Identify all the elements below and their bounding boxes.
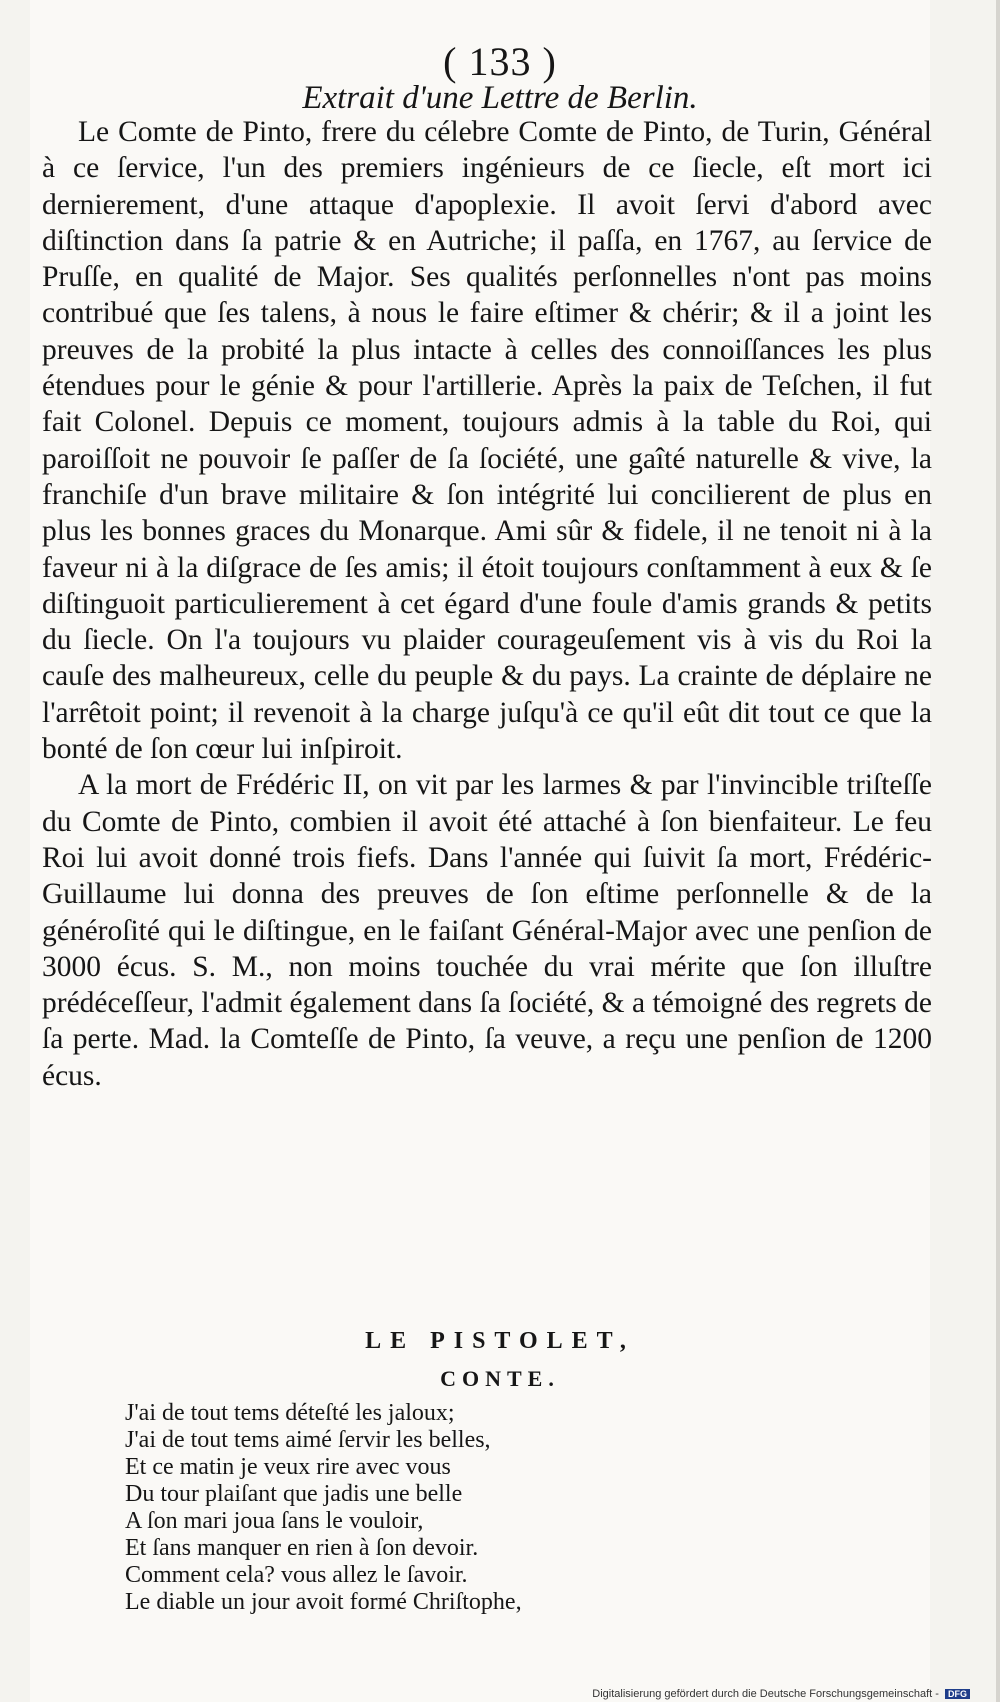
story-subtitle: CONTE. [440,1366,560,1391]
footer-text: Digitalisierung gefördert durch die Deutsche Forschungsgemeinschaft - [592,1688,939,1700]
verse-line: Comment cela? vous allez le ſavoir. [125,1562,468,1588]
verse-line: Et ce matin je veux rire avec vous [125,1454,451,1480]
paragraph-2: A la mort de Frédéric II, on vit par les larmes & par l'invincible triſteſſe du Comte de Pinto, combien il avoit été attaché à ſon bienfaiteur. Le feu Roi lui avoit donné trois fiefs. Dans l'année qui ſuivit ſa mort, Frédéric-Guillaume lui donna des preuves de ſon eſtime perſonnelle & de la généroſité qui le diſtingue, en le faiſant Général-Major avec une penſion de 3000 écus. S. M., non moins touchée du vrai mérite que ſon illuſtre prédéceſſeur, l'admit également dans ſa ſociété, & a témoigné des regrets de ſa perte. Mad. la Comteſſe de Pinto, ſa veuve, a reçu une penſion de 1200 écus. [42,769,932,1092]
verse-line: Du tour plaiſant que jadis une belle [125,1481,463,1507]
verse-line: Et ſans manquer en rien à ſon devoir. [125,1535,479,1561]
page-edge [996,0,1000,1702]
verse-line: A ſon mari joua ſans le vouloir, [125,1508,424,1534]
verse-line: Le diable un jour avoit formé Chriſtophe, [125,1589,522,1615]
letter-heading: Extrait d'une Lettre de Berlin. [302,80,698,116]
digitization-footer [592,1688,970,1700]
dfg-logo-icon: DFG [945,1689,970,1699]
page-number: ( 133 ) [443,39,557,84]
verse-line: J'ai de tout tems aimé ſervir les belles, [125,1427,491,1453]
verse-line: J'ai de tout tems déteſté les jaloux; [125,1400,455,1426]
story-title: LE PISTOLET, [365,1328,635,1354]
paragraph-1: Le Comte de Pinto, frere du célebre Comte de Pinto, de Turin, Général à ce ſervice, l'un des premiers ingénieurs de ce ſiecle, eſt mort ici dernierement, d'une attaque d'apoplexie. Il avoit ſervi d'abord avec diſtinction dans ſa patrie & en Autriche; il paſſa, en 1767, au ſervice de Pruſſe, en qualité de Major. Ses qualités perſonnelles n'ont pas moins contribué que ſes talens, à nous le faire eſtimer & chérir; & il a joint les preuves de la probité la plus intacte à celles des connoiſſances les plus étendues pour le génie & pour l'artillerie. Après la paix de Teſchen, il fut fait Colonel. Depuis ce moment, toujours admis à la table du Roi, qui paroiſſoit ne pouvoir ſe paſſer de ſa ſociété, une gaîté naturelle & vive, la franchiſe d'un brave militaire & ſon intégrité lui concilierent de plus en plus les bonnes graces du Monarque. Ami sûr & fidele, il ne tenoit ni à la faveur ni à la diſgrace de ſes amis; il étoit toujours conſtamment à eux & ſe diſtinguoit particulierement à cet égard d'une foule d'amis grands & petits du ſiecle. On l'a toujours vu plaider courageuſement vis à vis du Roi la cauſe des malheureux, celle du peuple & du pays. La crainte de déplaire ne l'arrêtoit point; il revenoit à la charge juſqu'à ce qu'il eût dit tout ce que la bonté de ſon cœur lui inſpiroit. [42,116,932,766]
article-body [42,114,932,1094]
verse-block [125,1400,645,1616]
